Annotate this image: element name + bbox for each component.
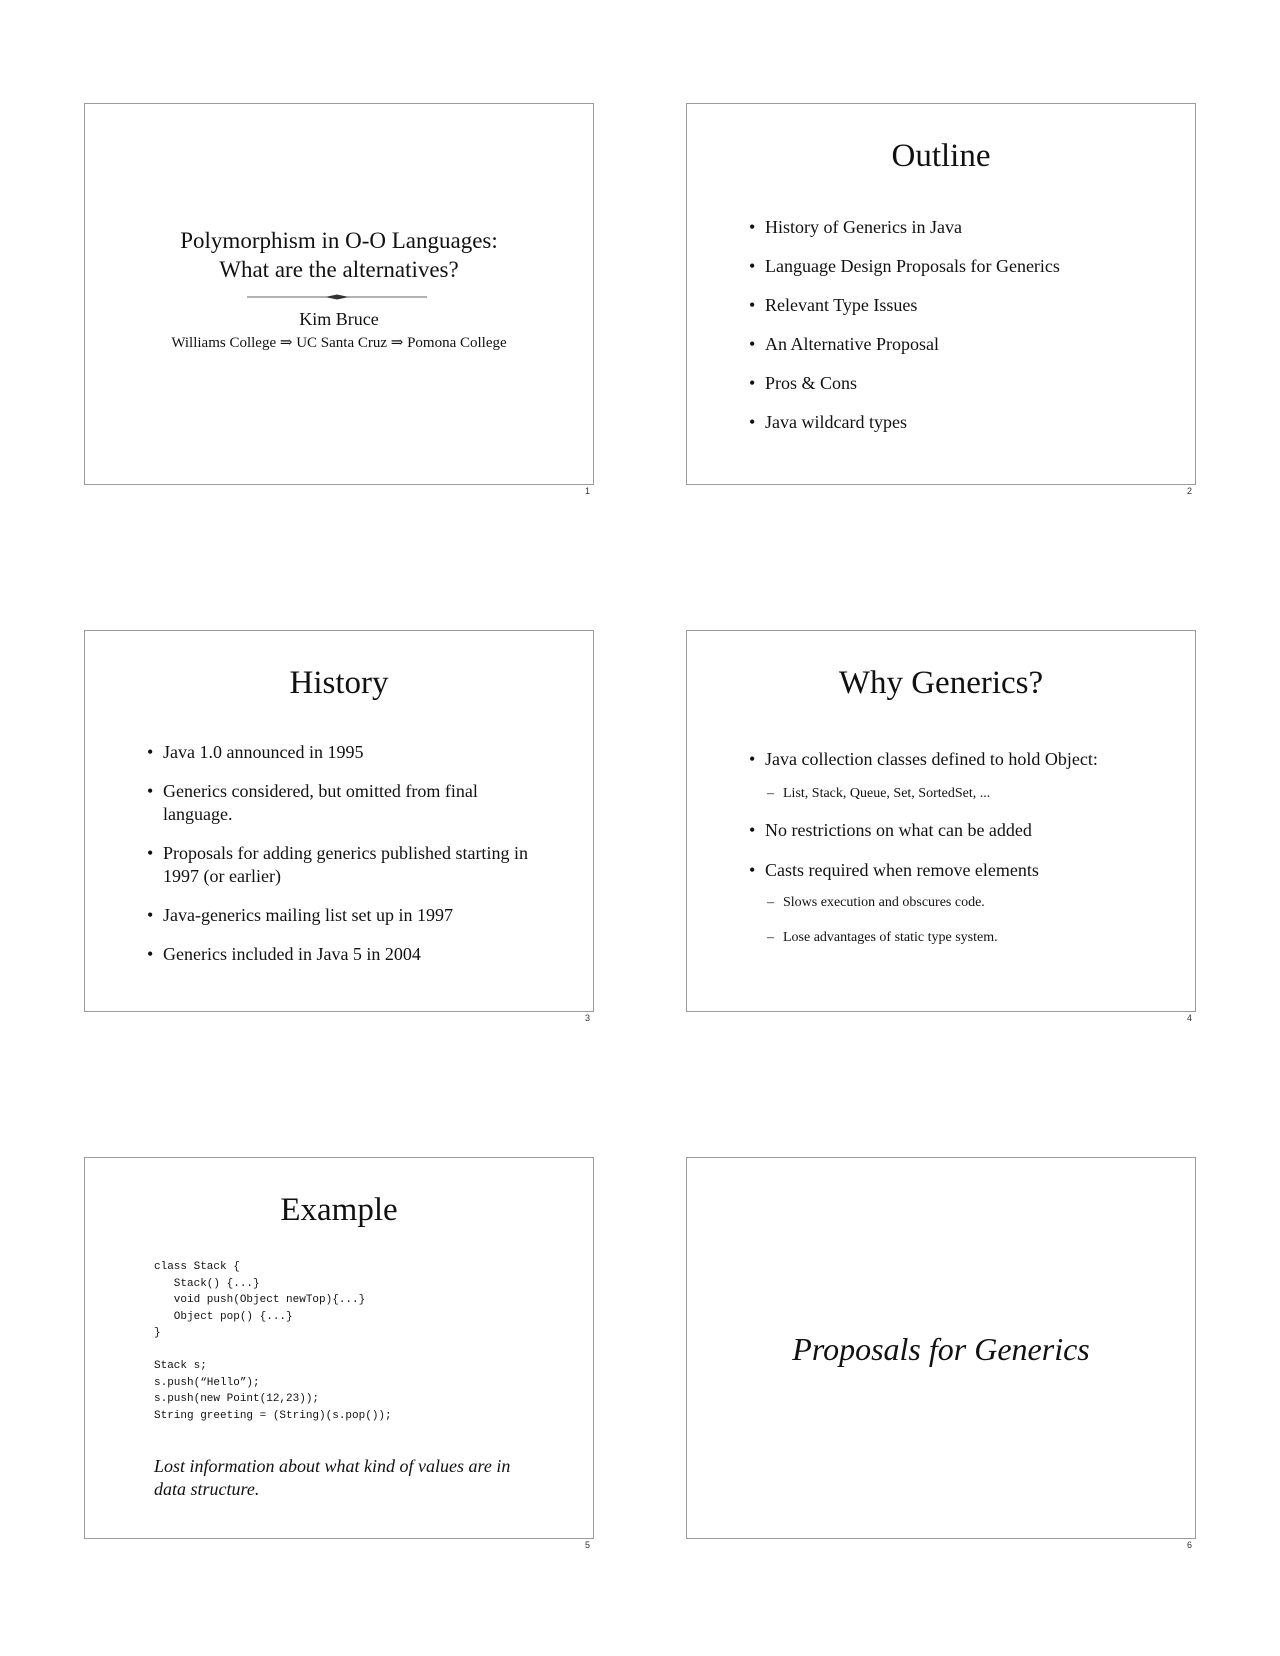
title-line-1: Polymorphism in O-O Languages: [180,228,498,253]
sub-list-item: – List, Stack, Queue, Set, SortedSet, ... [749,785,1179,803]
author-affiliation: Williams College ⇒ UC Santa Cruz ⇒ Pomona College [171,335,507,351]
list-item: • Generics considered, but omitted from final language. [147,780,537,826]
slide-3 [84,630,594,1012]
list-item: • Java 1.0 announced in 1995 [147,741,537,764]
title-line-2: What are the alternatives? [219,257,459,282]
bullet-list [749,748,1179,947]
list-item: • An Alternative Proposal [749,333,1060,356]
slide-6 [686,1157,1196,1539]
slide-note: Lost information about what kind of values are in data structure. [154,1456,511,1499]
list-item: • Java wildcard types [749,411,1060,434]
list-item: • Pros & Cons [749,372,1060,395]
list-item: • Proposals for adding generics published starting in 1997 (or earlier) [147,842,537,888]
list-item: • Language Design Proposals for Generics [749,255,1060,278]
section-title: Proposals for Generics [792,1331,1090,1367]
list-item: • Java collection classes defined to hold Object: [749,748,1179,771]
list-item: • Relevant Type Issues [749,294,1060,317]
sub-list-item: – Lose advantages of static type system. [749,929,1179,947]
slide-1 [84,103,594,485]
list-item: • History of Generics in Java [749,216,1060,239]
list-item: • Generics included in Java 5 in 2004 [147,943,537,966]
slide-title: Example [280,1192,398,1228]
code-block: class Stack { Stack() {...} void push(Object newTop){...} Object pop() {...} } Stack s; s.push(“Hello”); s.push(new Point(12,23)); String greeting = (String)(s.pop()); [154,1261,392,1422]
author-name: Kim Bruce [299,309,379,329]
slide-5 [84,1157,594,1539]
page-number: 2 [1186,486,1192,496]
slide-4 [686,630,1196,1012]
slide-2 [686,103,1196,485]
list-item: • Java-generics mailing list set up in 1997 [147,904,537,927]
page-number: 4 [1186,1013,1192,1023]
slide-title: Why Generics? [838,665,1044,701]
ornament-divider [247,293,427,301]
slide-title: History [289,665,389,701]
list-item: • No restrictions on what can be added [749,819,1179,842]
bullet-list [749,216,1060,434]
page-number: 1 [584,486,590,496]
bullet-list [147,741,537,966]
page-number: 3 [584,1013,590,1023]
page-number: 5 [584,1540,590,1550]
sub-list-item: – Slows execution and obscures code. [749,894,1179,912]
page-number: 6 [1186,1540,1192,1550]
slide-title [85,226,593,284]
list-item: • Casts required when remove elements [749,859,1179,882]
slide-title: Outline [891,138,991,174]
